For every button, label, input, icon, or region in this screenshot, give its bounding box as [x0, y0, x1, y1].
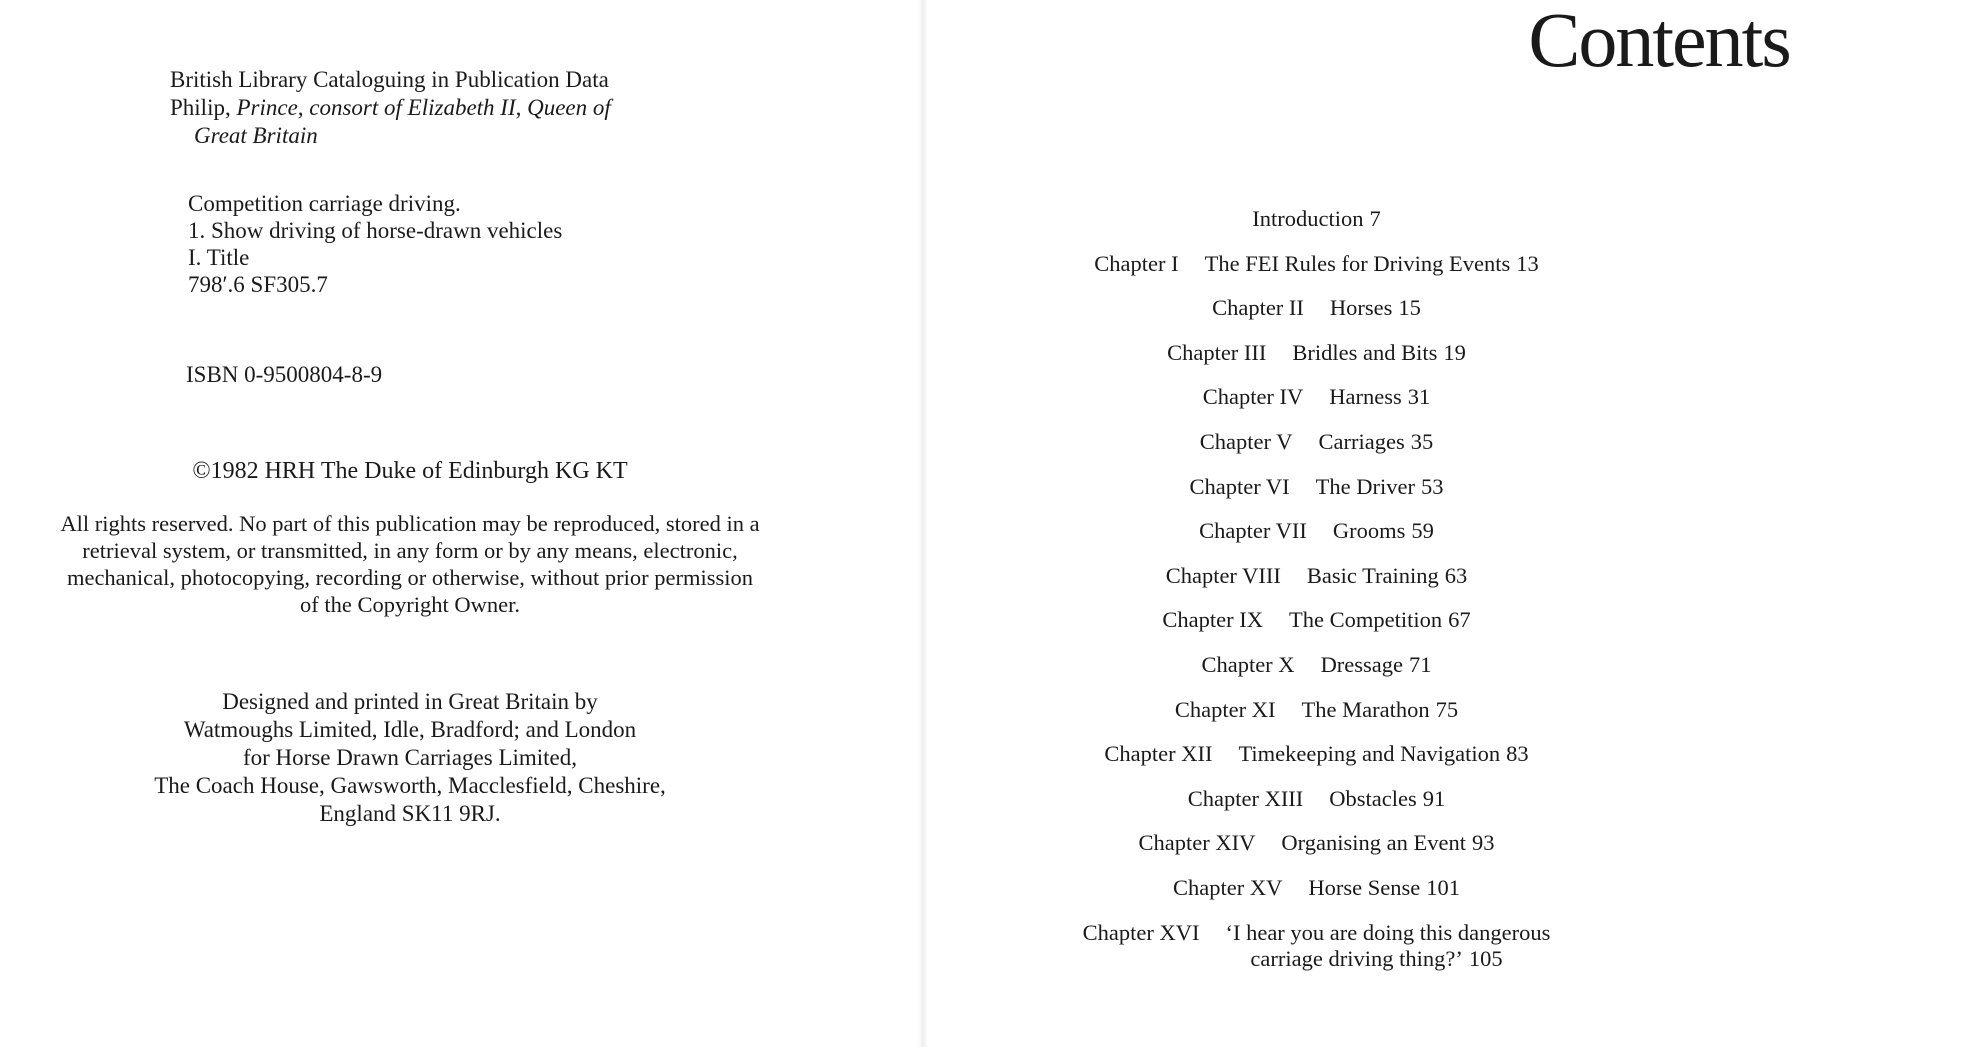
toc-entry [930, 920, 1703, 972]
toc-chapter-title: Dressage [1320, 652, 1404, 677]
toc-chapter-number: Chapter VII [1199, 518, 1307, 544]
toc-page-number: 75 [1435, 696, 1459, 722]
toc-chapter-number: Chapter III [1167, 339, 1267, 365]
copyright-notice: ©1982 HRH The Duke of Edinburgh KG KT [192, 458, 628, 484]
toc-page-number: 105 [1468, 945, 1503, 971]
toc-chapter-title: The Driver [1315, 473, 1415, 499]
rights-line: All rights reserved. No part of this publication may be reproduced, stored in a [60, 511, 760, 536]
toc-entry [930, 518, 1703, 544]
toc-chapter-title-cont: carriage driving thing?’ [1250, 945, 1463, 971]
lc-number: SF305.7 [250, 272, 328, 297]
toc-entry [930, 697, 1703, 723]
toc-chapter-title: Harness [1329, 384, 1402, 410]
toc-entry [930, 607, 1703, 633]
toc-chapter-title: Horses [1329, 295, 1393, 321]
toc-chapter-number: Chapter XV [1173, 875, 1283, 900]
dewey-number: 798′.6 [188, 272, 245, 297]
toc-chapter-title: Basic Training [1306, 562, 1439, 588]
cip-heading: British Library Cataloguing in Publication Data [170, 67, 609, 92]
cip-block [170, 66, 730, 150]
toc-chapter-number: Chapter XI [1174, 696, 1276, 722]
toc-entry [930, 206, 1703, 232]
toc-entry [930, 786, 1703, 812]
right-page [930, 0, 1790, 1047]
toc-entry [930, 384, 1703, 410]
contents-title: Contents [1528, 0, 1790, 83]
toc-page-number: 15 [1398, 295, 1421, 321]
toc-chapter-number: Chapter VIII [1165, 562, 1281, 588]
toc-page-number: 83 [1506, 741, 1529, 767]
subject-1: 1. Show driving of horse-drawn vehicles [188, 218, 563, 243]
toc-chapter-title: Horse Sense [1308, 875, 1421, 900]
toc-chapter-title: The Marathon [1301, 696, 1430, 722]
toc-page-number: 31 [1407, 384, 1431, 410]
toc-entry [930, 741, 1703, 767]
printer-line: Designed and printed in Great Britain by [222, 689, 598, 714]
toc-chapter-title: The FEI Rules for Driving Events [1204, 250, 1511, 276]
toc-chapter-number: Chapter IX [1162, 607, 1263, 633]
toc-page-number: 93 [1471, 830, 1495, 856]
toc-title-continuation [930, 946, 1703, 972]
toc-page-number: 101 [1426, 875, 1460, 900]
toc-chapter-number: Chapter VI [1189, 473, 1290, 499]
toc-chapter-title: Obstacles [1329, 785, 1417, 811]
toc-entry [930, 429, 1703, 455]
toc-chapter-number: Chapter I [1094, 250, 1179, 276]
toc-chapter-number: Chapter V [1199, 429, 1293, 454]
toc-entry [930, 474, 1703, 500]
toc-chapter-title: Carriages [1318, 429, 1405, 454]
toc-page-number: 35 [1410, 429, 1434, 454]
toc-chapter-title: Timekeeping and Navigation [1238, 741, 1501, 767]
toc-chapter-number: Chapter XII [1104, 741, 1213, 767]
book-title: Competition carriage driving. [188, 191, 461, 216]
toc-page-number: 7 [1369, 206, 1381, 231]
toc-chapter-number: Chapter XIII [1187, 785, 1304, 811]
author-title-cont: Great Britain [194, 123, 318, 148]
toc-page-number: 59 [1411, 518, 1434, 544]
rights-line: mechanical, photocopying, recording or otherwise, without prior permission [66, 565, 754, 590]
author-name: Philip, [170, 95, 231, 120]
toc-chapter-title: Organising an Event [1281, 830, 1466, 856]
isbn: ISBN 0-9500804-8-9 [186, 362, 383, 387]
toc-chapter-title: ‘I hear you are doing this dangerous [1225, 919, 1551, 945]
toc-chapter-title: Introduction [1252, 206, 1364, 231]
book-gutter [918, 0, 928, 1047]
toc-page-number: 53 [1421, 473, 1444, 499]
toc-page-number: 67 [1448, 607, 1471, 633]
left-page [0, 0, 920, 1047]
classification-row [188, 271, 708, 298]
toc-entry [930, 830, 1703, 856]
toc-chapter-number: Chapter II [1212, 295, 1304, 321]
toc-entry [930, 875, 1703, 901]
toc-entry [930, 340, 1703, 366]
toc-chapter-title: Grooms [1332, 518, 1406, 544]
cip-author [170, 94, 730, 122]
author-title: Prince, consort of Elizabeth II, Queen of [236, 95, 611, 120]
toc-page-number: 19 [1443, 339, 1466, 365]
toc-page-number: 71 [1409, 652, 1432, 677]
contents-heading [930, 0, 1970, 83]
toc-entry [930, 251, 1703, 277]
printer-line: Watmoughs Limited, Idle, Bradford; and London [183, 717, 637, 742]
toc-chapter-number: Chapter XVI [1082, 919, 1200, 945]
toc-chapter-number: Chapter XIV [1138, 830, 1256, 856]
toc-entry [930, 652, 1703, 678]
toc-chapter-number: Chapter IV [1202, 384, 1304, 410]
rights-line: retrieval system, or transmitted, in any form or by any means, electronic, [82, 538, 738, 563]
subjects-block [188, 190, 708, 298]
toc-entry [930, 563, 1703, 589]
toc-chapter-title: The Competition [1288, 607, 1443, 633]
toc-page-number: 91 [1422, 785, 1446, 811]
toc-page-number: 13 [1516, 250, 1539, 276]
printer-info [0, 688, 820, 828]
subject-2: I. Title [188, 245, 250, 270]
printer-line: England SK11 9RJ. [319, 801, 501, 826]
toc-entry [930, 295, 1703, 321]
printer-line: for Horse Drawn Carriages Limited, [242, 745, 578, 770]
toc-chapter-number: Chapter X [1201, 652, 1295, 677]
rights-line: of the Copyright Owner. [300, 592, 520, 617]
rights-notice [0, 510, 820, 618]
printer-line: The Coach House, Gawsworth, Macclesfield, Cheshire, [154, 773, 666, 798]
toc-chapter-title: Bridles and Bits [1292, 339, 1438, 365]
toc-page-number: 63 [1444, 562, 1468, 588]
